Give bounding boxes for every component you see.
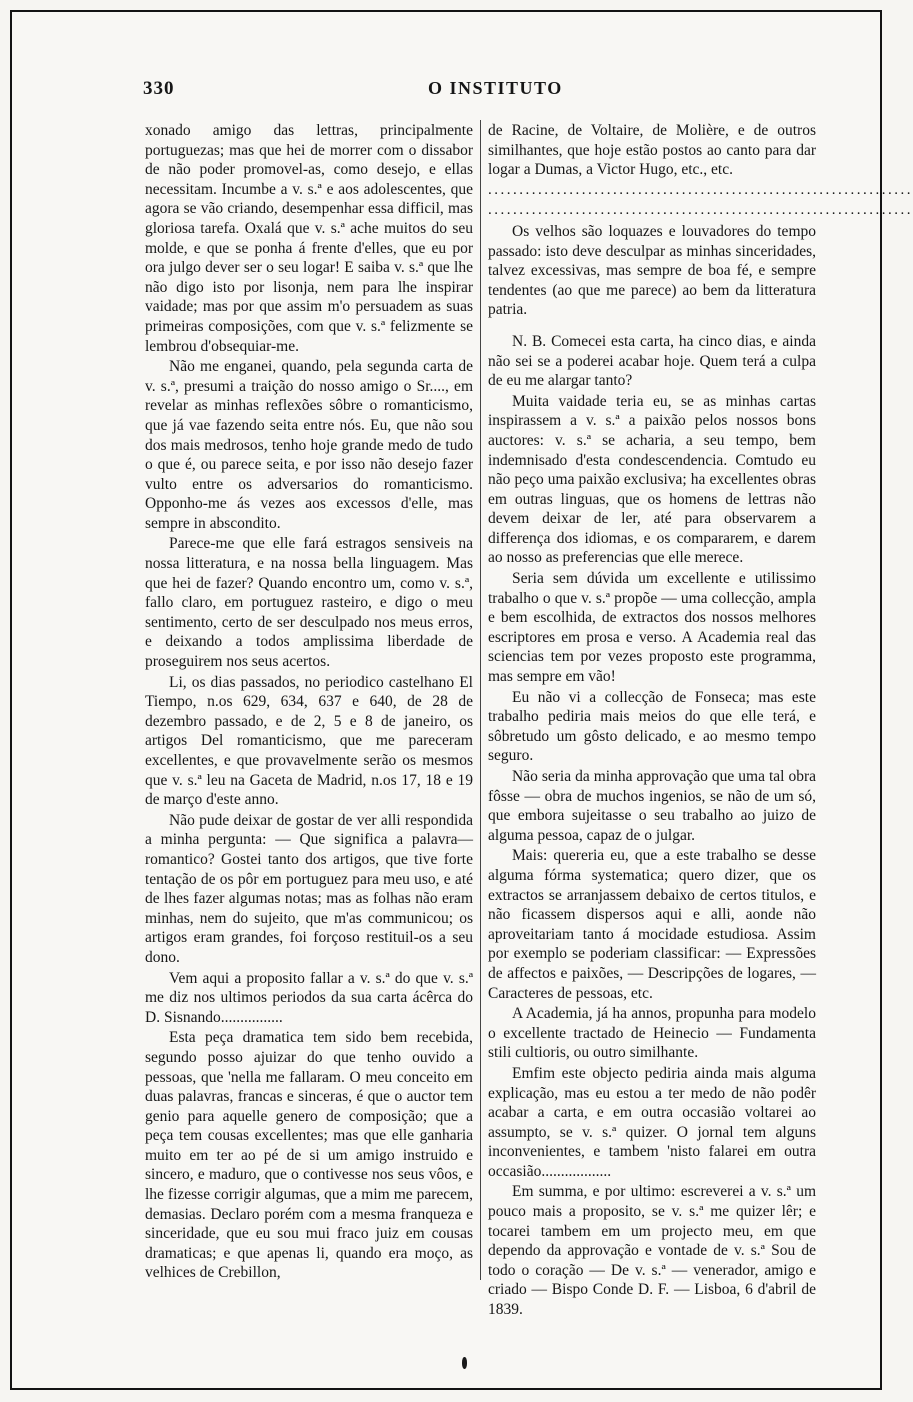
- right-paragraph: de Racine, de Voltaire, de Molière, e de outros similhantes, que hoje estão postos ao canto para dar logar a Dumas, a Victor Hugo, etc., etc.: [488, 122, 816, 179]
- right-paragraph: Seria sem dúvida um excellente e utilissimo trabalho o que v. s.ª propõe — uma collecção, ampla e bem escolhida, de extractos dos nossos melhores escriptores em prosa e verso. A Academia real das sciencias tem por vezes proposto este programma, mas sempre em vão!: [488, 570, 816, 686]
- left-paragraph: Vem aqui a proposito fallar a v. s.ª do que v. s.ª me diz nos ultimos periodos da sua carta ácêrca do D. Sisnando................: [145, 969, 473, 1026]
- right-column: [488, 121, 913, 1321]
- page-number: 330: [143, 78, 175, 99]
- right-paragraph: Eu não vi a collecção de Fonseca; mas este trabalho pediria mais meios do que elle terá, e sôbretudo um gôsto delicado, e ao mesmo tempo seguro.: [488, 688, 816, 765]
- left-paragraph: Li, os dias passados, no periodico castelhano El Tiempo, n.os 629, 634, 637 e 640, de 28 de dezembro passado, e de 2, 5 e 8 de janeiro, os artigos Del romanticismo, que me pareceram excellentes, e que provavelmente serão os mesmos que v. s.ª leu na Gaceta de Madrid, n.os 17, 18 e 19 de março d'este anno.: [145, 673, 473, 809]
- nota-bene-paragraph: N. B. Comecei esta carta, ha cinco dias, e ainda não sei se a poderei acabar hoje. Quem terá a culpa de eu me alargar tanto?: [488, 332, 816, 390]
- right-paragraph: Muita vaidade teria eu, se as minhas cartas inspirassem a v. s.ª a paixão pelos nossos bons auctores: v. s.ª se acharia, a seu tempo, bem indemnisado d'esta condescendencia. Comtudo eu não peço uma paixão exclusiva; ha excellentes obras em outras linguas, que os homens de lettras não devem deixar de ler, até para observarem a differença dos idiomas, e os compararem, e darem ao nosso as preferencias que elle merece.: [488, 392, 816, 567]
- left-paragraph: Parece-me que elle fará estragos sensiveis na nossa litteratura, e na nossa bella linguagem. Mas que hei de fazer? Quando encontro um, como v. s.ª, fallo claro, em portuguez rasteiro, e digo o meu sentimento, certo de ser desculpado nos meus erros, e deixando a todos amplissima liberdade de proseguirem nos seus acertos.: [145, 535, 473, 671]
- left-paragraph: Não pude deixar de gostar de ver alli respondida a minha pergunta: — Que significa a palavra—romantico? Gostei tanto dos artigos, que tive forte tentação de os pôr em portuguez para meu uso, e até de lhes fazer algumas notas; mas as folhas não eram minhas, nem do sujeito, que m'as communicou; os artigos eram grandes, foi forçoso restituil-os a seu dono.: [145, 811, 473, 966]
- ellipsis-line: ....................................................................: [488, 181, 913, 198]
- left-paragraph: Esta peça dramatica tem sido bem recebida, segundo posso ajuizar do que tenho ouvido a pessoas, que 'nella me fallaram. O meu conceito em duas palavras, francas e sinceras, é que o auctor tem genio para aquelle genero de composição; que a peça tem cousas excellentes; mas que elle ganharia muito em ter ao pé de si um amigo instruido e sincero, e maduro, que o contivesse nos seus vôos, e lhe fizesse corrigir algumas, que a mim me parecem, demasias. Declaro porém com a mesma franqueza e sinceridade, que eu sou mui fraco juiz em cousas dramaticas; e que apenas li, quando era moço, as velhices de Crebillon,: [145, 1029, 473, 1282]
- right-paragraph: Os velhos são loquazes e louvadores do tempo passado: isto deve desculpar as minhas sinceridades, talvez excessivas, mas sempre de boa fé, e sempre tendentes (ao que me parece) ao bem da litteratura patria.: [488, 222, 816, 319]
- left-column: [145, 121, 473, 1284]
- signature-paragraph: Em summa, e por ultimo: escreverei a v. s.ª um pouco mais a proposito, se v. s.ª me quizer lêr; e tocarei tambem em um projecto meu, em que dependo da approvação e vontade de v. s.ª Sou de todo o coração — De v. s.ª — venerador, amigo e criado — Bispo Conde D. F. — Lisboa, 6 d'abril de 1839.: [488, 1183, 816, 1319]
- page-header: [143, 78, 817, 104]
- left-paragraph: xonado amigo das lettras, principalmente portuguezas; mas que hei de morrer com o dissabor de não poder promovel-as, como desejo, e ellas necessitam. Incumbe a v. s.ª e aos adolescentes, que agora se vão criando, desempenhar essa difficil, mas gloriosa tarefa. Oxalá que v. s.ª ache muitos do seu molde, e que se ponha á frente d'elles, que eu por ora julgo dever ser o seu logar! E saiba v. s.ª que lhe não digo isto por lisonja, nem para lhe inspirar vaidade; mas por que assim m'o persuadem as suas primeiras composições, com que v. s.ª felizmente se lembrou d'obsequiar-me.: [145, 122, 473, 355]
- column-divider: [480, 120, 481, 1280]
- right-paragraph: Mais: quereria eu, que a este trabalho se desse alguma fórma systematica; quero dizer, que os extractos se arranjassem debaixo de certos titulos, e não ficassem dispersos aqui e alli, aonde não aproveitariam tanto á mocidade estudiosa. Assim por exemplo se poderiam classificar: — Expressões de affectos e paixões, — Descripções de logares, — Caracteres de pessoas, etc.: [488, 847, 816, 1002]
- running-title: O INSTITUTO: [428, 78, 563, 98]
- right-paragraph: Não seria da minha approvação que uma tal obra fôsse — obra de muchos ingenios, se não de um só, que embora sujeitasse o seu trabalho ao juizo de alguma pessoa, capaz de o julgar.: [488, 768, 816, 844]
- left-paragraph: Não me enganei, quando, pela segunda carta de v. s.ª, presumi a traição do nosso amigo o Sr...., em revelar as minhas reflexões sôbre o romanticismo, que já vae fazendo seita entre nós. Eu, que não sou dos mais medrosos, tenho hoje grande medo de tudo o que é, ou parece seita, e por isso não desejo fazer vulto entre os adversarios do romanticismo. Opponho-me ás vezes aos excessos d'elle, mas sempre in abscondito.: [145, 358, 473, 532]
- ellipsis-line: ....................................................................: [488, 202, 913, 219]
- right-paragraph: Emfim este objecto pediria ainda mais alguma explicação, mas eu estou a ter medo de não podêr acabar a carta, e em outra occasião voltarei ao assumpto, se v. s.ª quizer. O jornal tem alguns inconvenientes, e tambem 'nisto falarei em outra occasião..................: [488, 1064, 816, 1180]
- right-paragraph: A Academia, já ha annos, propunha para modelo o excellente tractado de Heinecio — Fundamenta stili cultioris, ou outro similhante.: [488, 1005, 816, 1062]
- ink-blot: [462, 1357, 467, 1369]
